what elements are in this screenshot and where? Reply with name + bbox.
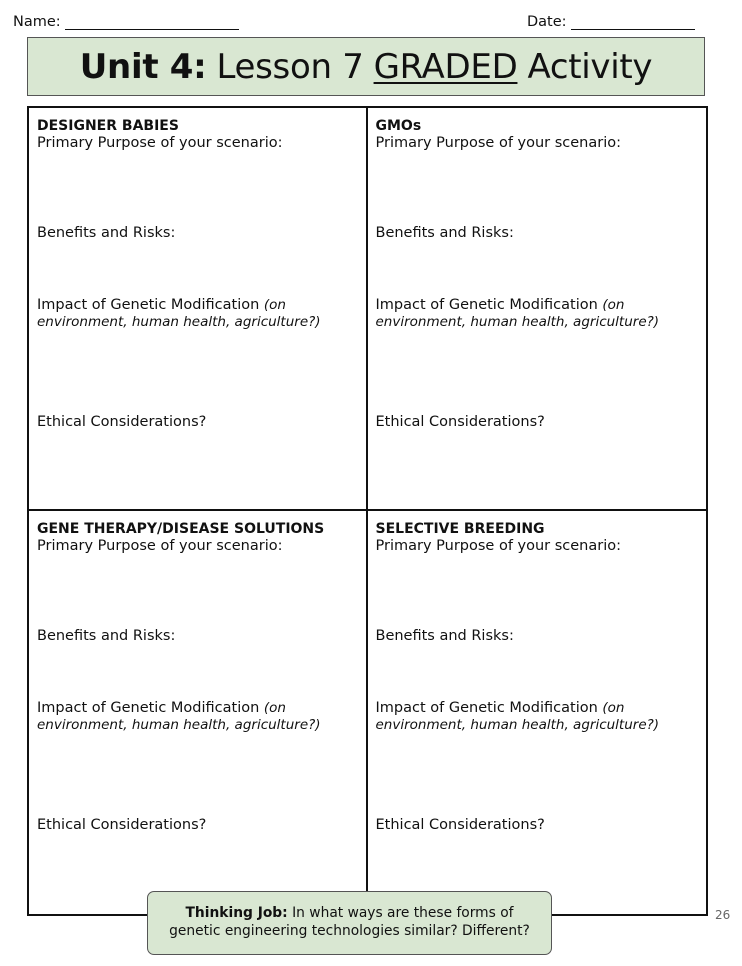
prompt-impact-note: (on environment, human health, agriculture?) xyxy=(37,297,321,331)
thinking-job-text xyxy=(158,905,541,941)
prompt-impact-main: Impact of Genetic Modification xyxy=(37,297,260,313)
prompt-impact-note: (on environment, human health, agriculture?) xyxy=(37,700,321,734)
scenario-grid xyxy=(27,106,708,916)
thinking-job-question: In what ways are these forms of genetic engineering technologies similar? Different? xyxy=(169,905,530,939)
prompt-ethical-considerations: Ethical Considerations? xyxy=(375,414,545,430)
title-activity: Activity xyxy=(527,46,653,87)
name-field[interactable] xyxy=(13,14,239,30)
cell-gene-therapy[interactable] xyxy=(29,511,368,914)
prompt-primary-purpose: Primary Purpose of your scenario: xyxy=(375,135,622,151)
title-unit: Unit 4: xyxy=(79,46,207,87)
cell-heading: SELECTIVE BREEDING xyxy=(375,521,545,537)
prompt-impact xyxy=(37,297,360,332)
cell-heading: GMOs xyxy=(375,118,422,134)
prompt-benefits-risks: Benefits and Risks: xyxy=(37,628,176,644)
prompt-impact xyxy=(37,700,360,735)
date-field[interactable] xyxy=(527,14,695,30)
cell-designer-babies[interactable] xyxy=(29,108,368,511)
title-lesson: Lesson 7 xyxy=(216,46,364,87)
prompt-primary-purpose: Primary Purpose of your scenario: xyxy=(37,538,283,554)
thinking-job-box xyxy=(147,891,552,955)
prompt-impact-main: Impact of Genetic Modification xyxy=(37,700,260,716)
cell-selective-breeding[interactable] xyxy=(368,511,707,914)
prompt-benefits-risks: Benefits and Risks: xyxy=(375,225,514,241)
prompt-impact-main: Impact of Genetic Modification xyxy=(375,297,598,313)
cell-heading: DESIGNER BABIES xyxy=(37,118,179,134)
prompt-impact-note: (on environment, human health, agriculture?) xyxy=(375,297,660,331)
date-label: Date: xyxy=(527,14,567,30)
prompt-primary-purpose: Primary Purpose of your scenario: xyxy=(37,135,283,151)
cell-heading: GENE THERAPY/DISEASE SOLUTIONS xyxy=(37,521,325,537)
page-number: 26 xyxy=(715,908,731,922)
cell-gmos[interactable] xyxy=(368,108,707,511)
prompt-benefits-risks: Benefits and Risks: xyxy=(375,628,514,644)
prompt-impact-main: Impact of Genetic Modification xyxy=(375,700,598,716)
prompt-primary-purpose: Primary Purpose of your scenario: xyxy=(375,538,622,554)
title-graded: GRADED xyxy=(373,46,518,87)
prompt-impact xyxy=(376,700,701,735)
prompt-ethical-considerations: Ethical Considerations? xyxy=(375,817,545,833)
prompt-benefits-risks: Benefits and Risks: xyxy=(37,225,176,241)
date-blank-line[interactable] xyxy=(571,15,695,30)
prompt-ethical-considerations: Ethical Considerations? xyxy=(37,817,207,833)
prompt-impact xyxy=(376,297,701,332)
thinking-job-label: Thinking Job: xyxy=(185,905,288,922)
prompt-ethical-considerations: Ethical Considerations? xyxy=(37,414,207,430)
name-label: Name: xyxy=(13,14,61,30)
name-blank-line[interactable] xyxy=(65,15,239,30)
page-title xyxy=(27,37,705,96)
prompt-impact-note: (on environment, human health, agriculture?) xyxy=(375,700,660,734)
